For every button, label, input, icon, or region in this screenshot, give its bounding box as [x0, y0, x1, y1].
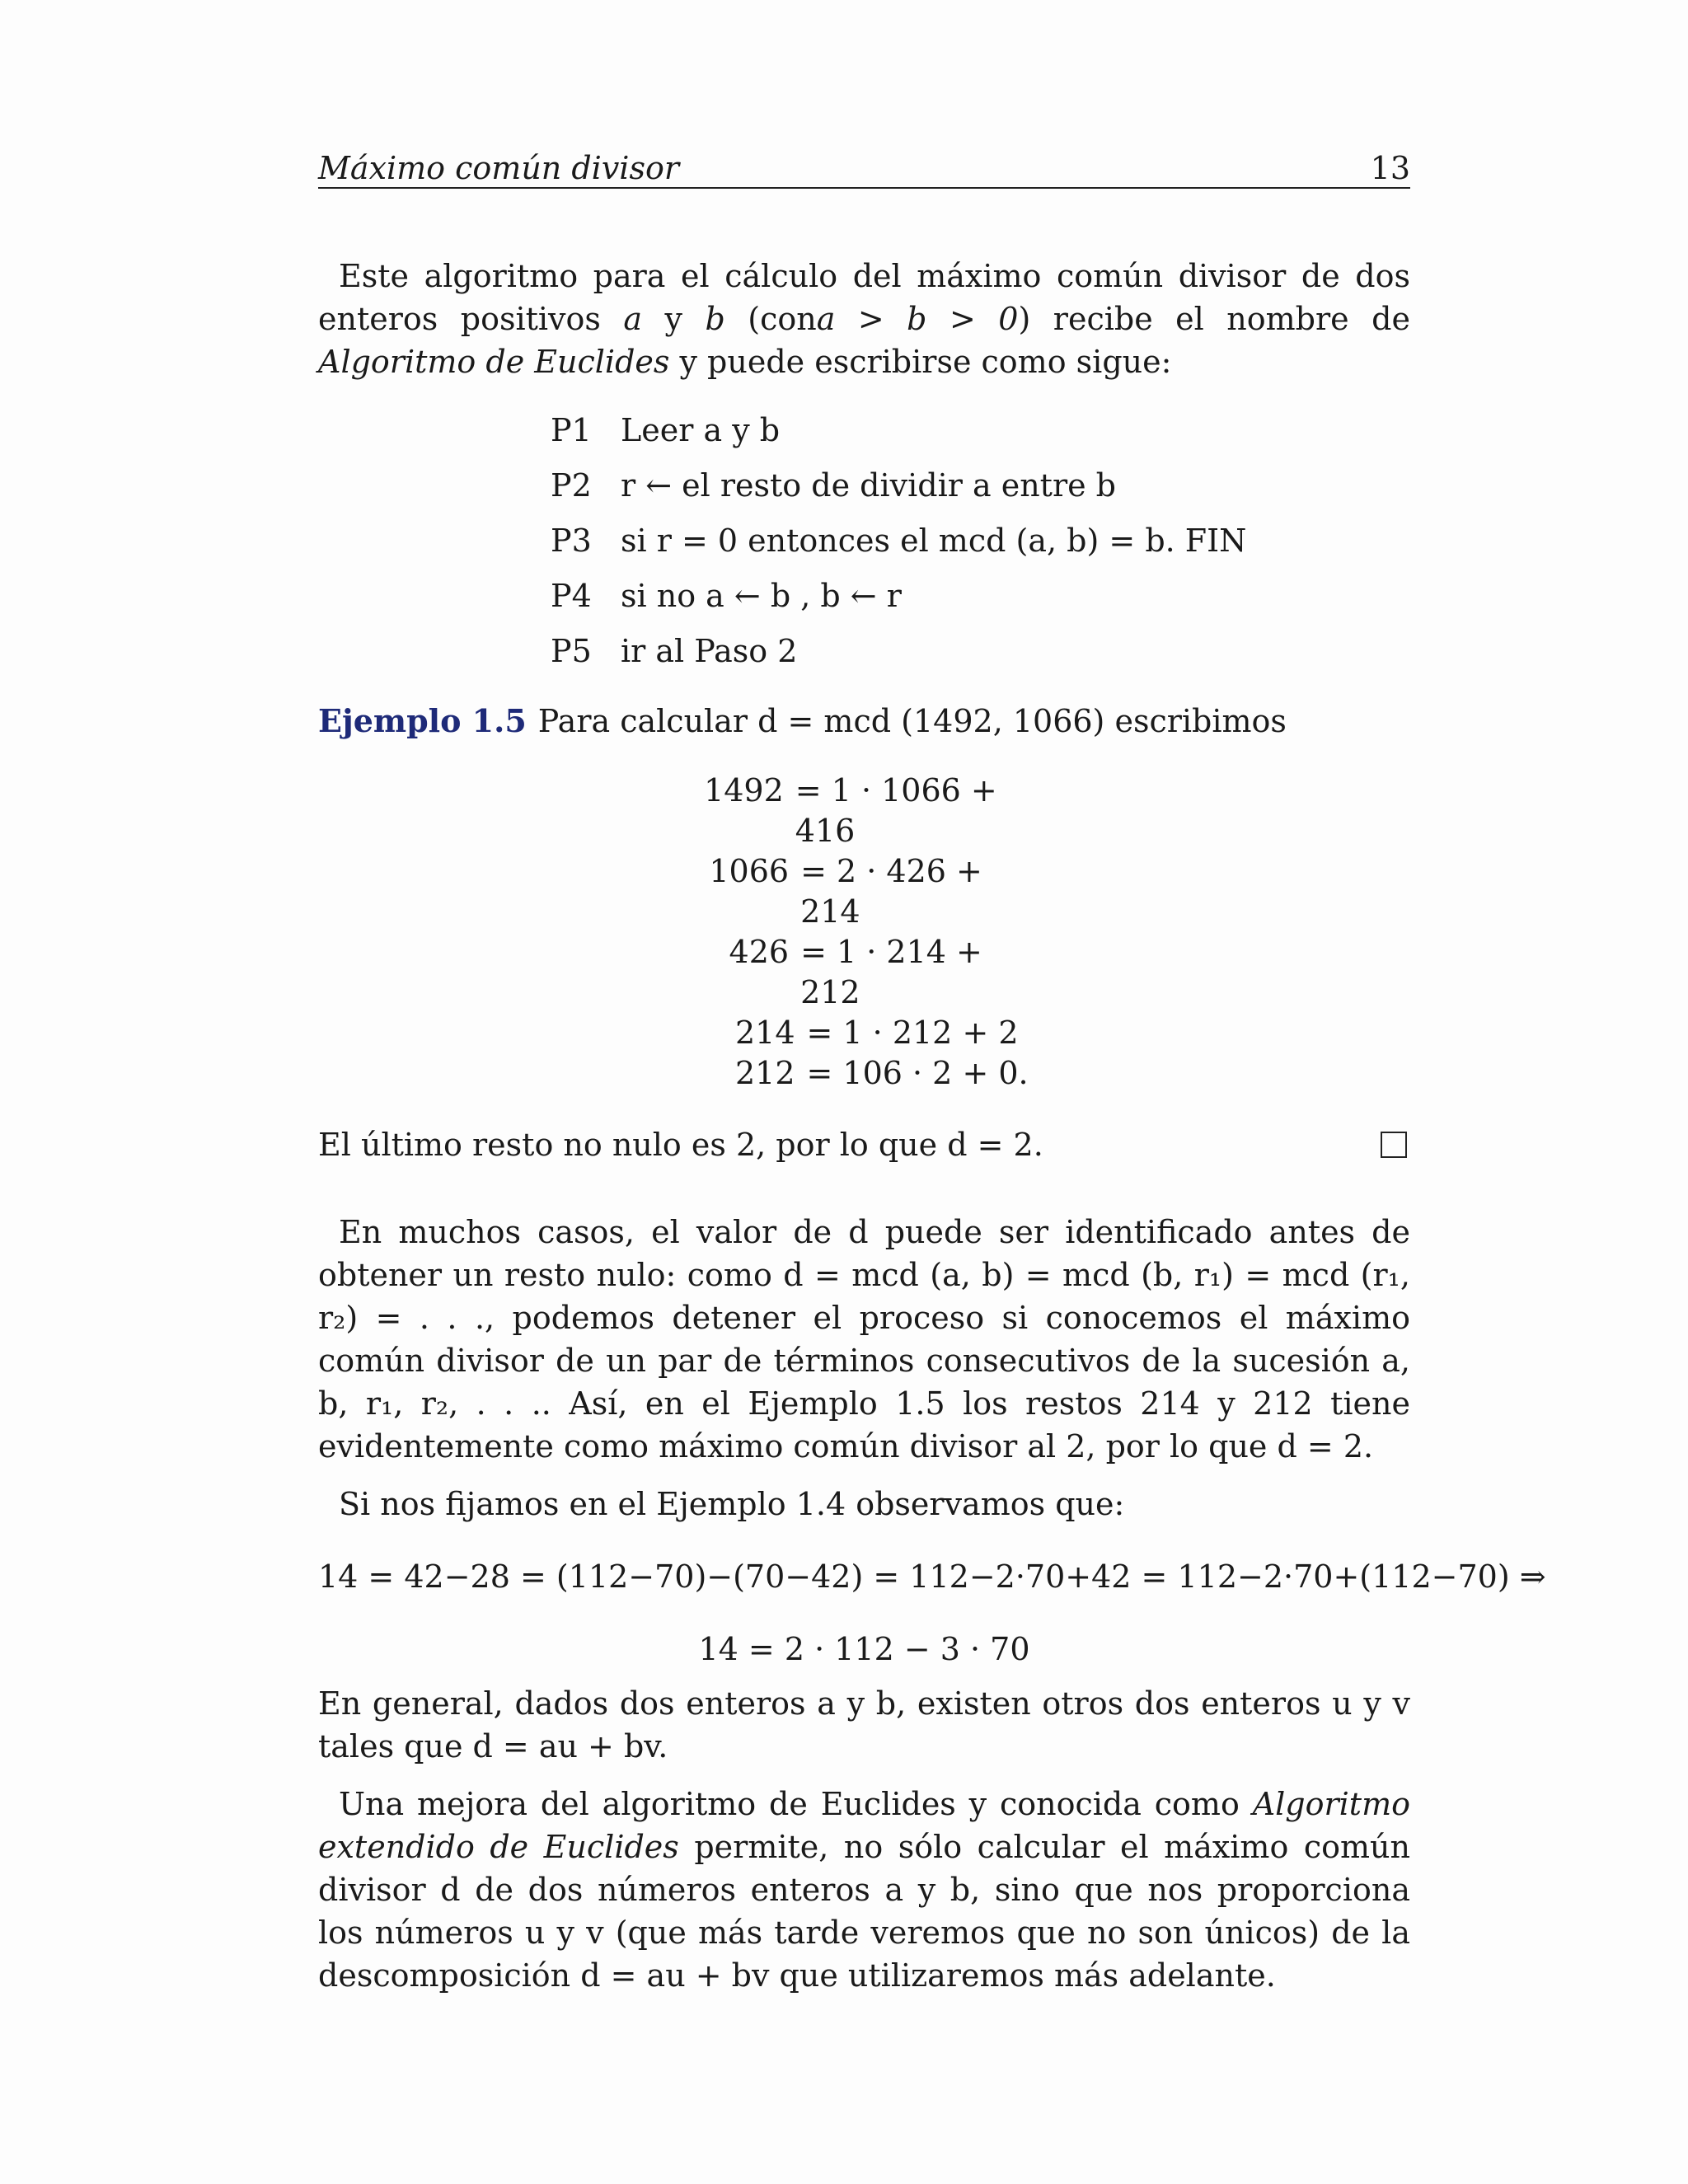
step-text: si no a ← b , b ← r — [621, 578, 902, 614]
algorithm-step — [551, 635, 1410, 667]
extended-text-2: permite, no sólo calcular el máximo común divisor d de dos números enteros a y b, sino que nos proporciona los números u y v (que más tarde veremos que no son únicos) de la descomposición d = au + bv que utilizaremos más adelante. — [318, 1829, 1411, 1994]
step-text: Leer a y b — [621, 412, 781, 448]
equation-row — [692, 1013, 1038, 1053]
extended-algorithm-name: Algoritmo extendido de Euclides — [318, 1786, 1410, 1865]
centered-equation: 14 = 2 · 112 − 3 · 70 — [698, 1631, 1030, 1667]
equation-lhs: 1066 — [709, 853, 790, 889]
paragraph-observation: Si nos fijamos en el Ejemplo 1.4 observamos que: — [339, 1486, 1125, 1522]
paragraph-general: En general, dados dos enteros a y b, existen otros dos enteros u y v tales que d = au + bv. — [318, 1685, 1410, 1765]
intro-text-1: Este algoritmo para el cálculo del máximo común divisor de dos enteros positivos — [318, 258, 1410, 337]
algorithm-step — [551, 523, 1410, 559]
step-text: ir al Paso 2 — [621, 633, 798, 669]
division-equations — [692, 771, 1038, 1094]
equation-rhs: = 106 · 2 + 0. — [806, 1055, 1029, 1091]
step-label: P2 — [551, 467, 592, 504]
var-b: b — [705, 301, 725, 337]
algorithm-steps — [551, 412, 1410, 669]
step-label: P4 — [551, 578, 592, 614]
example-conclusion: El último resto no nulo es 2, por lo que d = 2. — [318, 1127, 1043, 1163]
page — [318, 150, 1546, 1997]
equation-row — [692, 932, 1038, 1013]
equation-row — [692, 771, 1038, 851]
example-conclusion-line — [318, 1123, 1410, 1166]
intro-text-2: y — [664, 301, 682, 337]
step-label: P5 — [551, 633, 592, 669]
equation-rhs: = 2 · 426 + 214 — [800, 853, 982, 930]
equation-row — [692, 851, 1038, 932]
step-label: P1 — [551, 412, 592, 448]
paragraph-identification: En muchos casos, el valor de d puede ser identificado antes de obtener un resto nulo: como d = mcd (a, b) = mcd (b, r₁) = mcd (r₁, r₂) = . . ., podemos detener el proceso si conocemos el máximo común divisor de un par de términos consecutivos de la sucesión a, b, r₁, r₂, . . .. Así, en el Ejemplo 1.5 los restos 214 y 212 tiene evidentemente como máximo común divisor al 2, por lo que d = 2. — [318, 1214, 1410, 1465]
equation-rhs: = 1 · 214 + 212 — [800, 934, 982, 1010]
intro-text-3: (con — [748, 301, 817, 337]
equation-lhs: 214 — [734, 1015, 795, 1051]
paragraph-extended-algorithm — [318, 1783, 1410, 1997]
intro-text-4: ) recibe el nombre de — [1018, 301, 1410, 337]
var-a: a — [623, 301, 643, 337]
equation-row — [692, 1053, 1038, 1094]
intro-paragraph — [318, 255, 1410, 383]
step-text: r ← el resto de dividir a entre b — [621, 467, 1117, 504]
equation-lhs: 426 — [729, 934, 790, 970]
algorithm-name: Algoritmo de Euclides — [318, 344, 670, 380]
algorithm-step — [551, 580, 1410, 612]
header-title: Máximo común divisor — [318, 150, 680, 186]
algorithm-step — [551, 467, 1410, 504]
page-number: 13 — [1370, 150, 1410, 186]
qed-square-icon — [1381, 1132, 1407, 1158]
long-equation: 14 = 42−28 = (112−70)−(70−42) = 112−2·70+42 = 112−2·70+(112−70) ⇒ — [318, 1558, 1546, 1595]
equation-rhs: = 1 · 212 + 2 — [806, 1015, 1019, 1051]
step-label: P3 — [551, 523, 592, 559]
equation-rhs: = 1 · 1066 + 416 — [795, 772, 997, 849]
extended-text-1: Una mejora del algoritmo de Euclides y conocida como — [339, 1786, 1240, 1822]
example-text: Para calcular d = mcd (1492, 1066) escribimos — [537, 703, 1287, 739]
example-title: Ejemplo 1.5 — [318, 702, 527, 739]
algorithm-step — [551, 412, 1410, 448]
equation-lhs: 1492 — [704, 772, 784, 808]
equation-lhs: 212 — [734, 1055, 795, 1091]
step-text: si r = 0 entonces el mcd (a, b) = b. FIN — [621, 523, 1247, 559]
intro-condition: a > b > 0 — [816, 301, 1019, 337]
intro-text-5: y puede escribirse como sigue: — [679, 344, 1172, 380]
example-statement — [318, 700, 1410, 743]
running-header — [318, 152, 1410, 189]
